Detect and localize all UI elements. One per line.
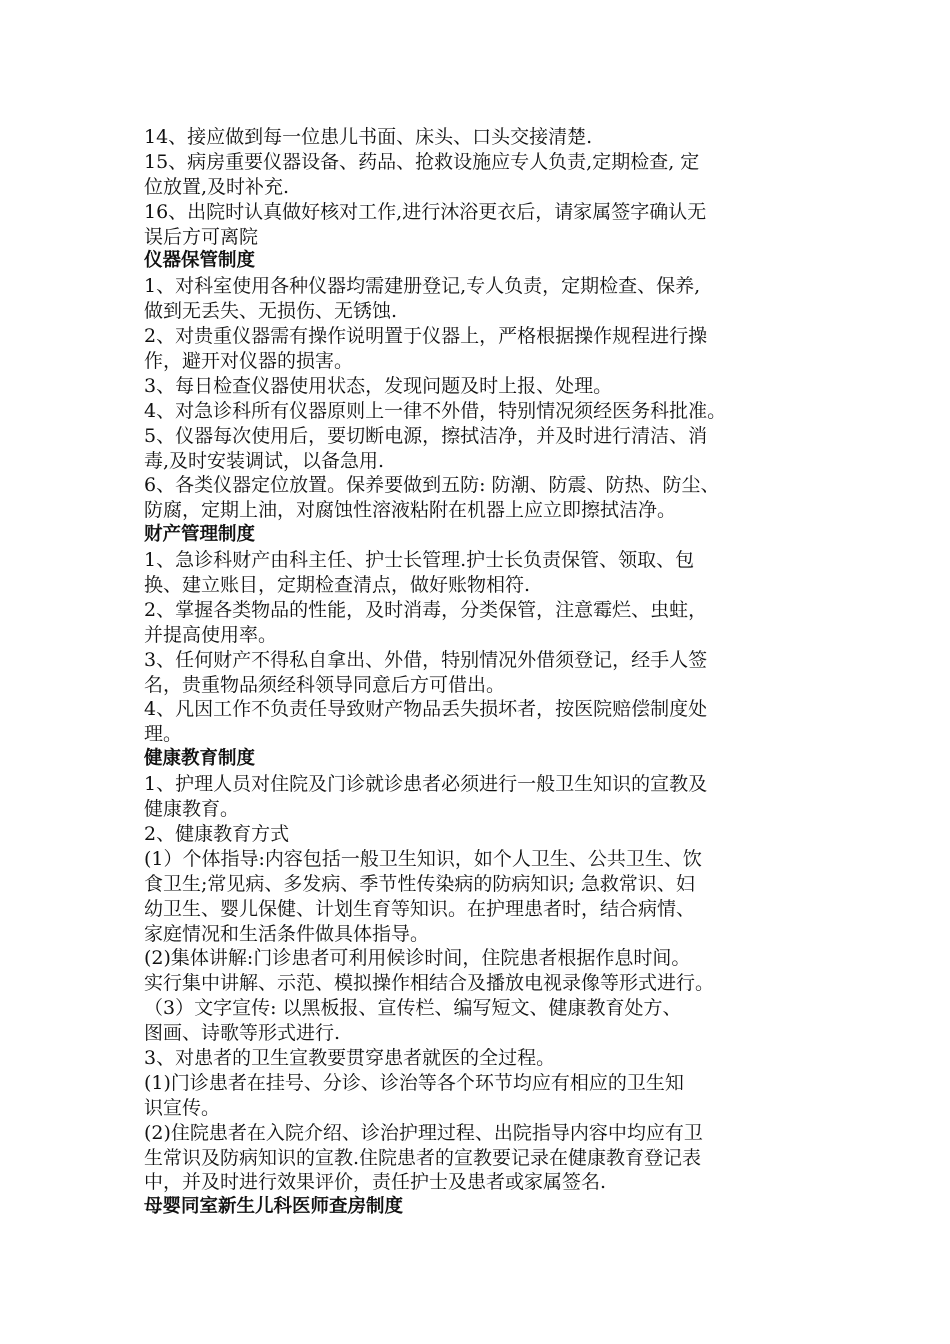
text-line: 1、急诊科财产由科主任、护士长管理.护士长负责保管、领取、包	[144, 549, 695, 572]
text-line: 2、对贵重仪器需有操作说明置于仪器上，严格根据操作规程进行操	[144, 325, 708, 348]
text-line: 1、护理人员对住院及门诊就诊患者必须进行一般卫生知识的宣教及	[144, 773, 708, 796]
text-line: 生常识及防病知识的宣教.住院患者的宣教要记录在健康教育登记表	[144, 1146, 702, 1169]
section-heading: 母婴同室新生儿科医师查房制度	[144, 1196, 404, 1218]
text-line: (2)集体讲解:门诊患者可利用候诊时间，住院患者根据作息时间。	[144, 947, 691, 970]
text-line: 换、建立账目，定期检查清点，做好账物相符.	[144, 574, 531, 597]
document-page	[144, 125, 824, 1220]
text-line: 14、接应做到每一位患儿书面、床头、口头交接清楚.	[144, 126, 593, 148]
text-line: （3）文字宣传: 以黑板报、宣传栏、编写短文、健康教育处方、	[144, 997, 682, 1020]
text-line: 3、每日检查仪器使用状态，发现问题及时上报、处理。	[144, 374, 613, 397]
text-line: 食卫生;常见病、多发病、季节性传染病的防病知识; 急救常识、妇	[144, 872, 695, 895]
section-heading: 财产管理制度	[144, 524, 256, 546]
text-line: (1)门诊患者在挂号、分诊、诊治等各个环节均应有相应的卫生知	[144, 1071, 684, 1094]
text-line: 理。	[144, 723, 183, 746]
text-line: 5、仪器每次使用后，要切断电源，擦拭洁净，并及时进行清洁、消	[144, 424, 708, 447]
text-line: 15、病房重要仪器设备、药品、抢救设施应专人负责,定期检查, 定	[144, 150, 700, 173]
text-line: 中，并及时进行效果评价，责任护士及患者或家属签名.	[144, 1171, 607, 1194]
text-line: 识宣传。	[144, 1096, 221, 1119]
text-line: 作，避开对仪器的损害。	[144, 350, 354, 373]
text-line: (2)住院患者在入院介绍、诊治护理过程、出院指导内容中均应有卫	[144, 1121, 703, 1144]
text-line: 健康教育。	[144, 798, 240, 821]
text-line: 家庭情况和生活条件做具体指导。	[144, 922, 430, 945]
text-line: 位放置,及时补充.	[144, 175, 290, 198]
text-line: 1、对科室使用各种仪器均需建册登记,专人负责，定期检查、保养,	[144, 275, 701, 298]
text-line: 幼卫生、婴儿保健、计划生育等知识。在护理患者时，结合病情、	[144, 897, 696, 920]
text-line: 4、对急诊科所有仪器原则上一律不外借，特别情况须经医务科批准。	[144, 399, 727, 422]
text-line: 4、凡因工作不负责任导致财产物品丢失损坏者，按医院赔偿制度处	[144, 698, 708, 721]
text-line: 2、健康教育方式	[144, 822, 290, 845]
text-line: 实行集中讲解、示范、模拟操作相结合及播放电视录像等形式进行。	[144, 972, 715, 995]
text-line: 3、对患者的卫生宣教要贯穿患者就医的全过程。	[144, 1046, 556, 1069]
text-line: 3、任何财产不得私自拿出、外借，特别情况外借须登记，经手人签	[144, 648, 708, 671]
text-line: 防腐，定期上油，对腐蚀性溶液粘附在机器上应立即擦拭洁净。	[144, 499, 677, 522]
text-line: 名，贵重物品须经科领导同意后方可借出。	[144, 673, 506, 696]
text-line: 6、各类仪器定位放置。保养要做到五防: 防潮、防震、防热、防尘、	[144, 474, 720, 497]
text-line: 毒,及时安装调试，以备急用.	[144, 449, 385, 472]
text-line: 2、掌握各类物品的性能，及时消毒，分类保管，注意霉烂、虫蛀，	[144, 598, 708, 621]
text-line: 误后方可离院	[144, 225, 259, 248]
section-heading: 健康教育制度	[144, 748, 256, 770]
text-line: 16、出院时认真做好核对工作,进行沐浴更衣后，请家属签字确认无	[144, 200, 707, 223]
section-heading: 仪器保管制度	[144, 250, 256, 272]
text-line: 并提高使用率。	[144, 623, 278, 646]
text-line: (1）个体指导:内容包括一般卫生知识，如个人卫生、公共卫生、饮	[144, 847, 702, 870]
text-line: 做到无丢失、无损伤、无锈蚀.	[144, 300, 398, 323]
text-line: 图画、诗歌等形式进行.	[144, 1022, 341, 1045]
